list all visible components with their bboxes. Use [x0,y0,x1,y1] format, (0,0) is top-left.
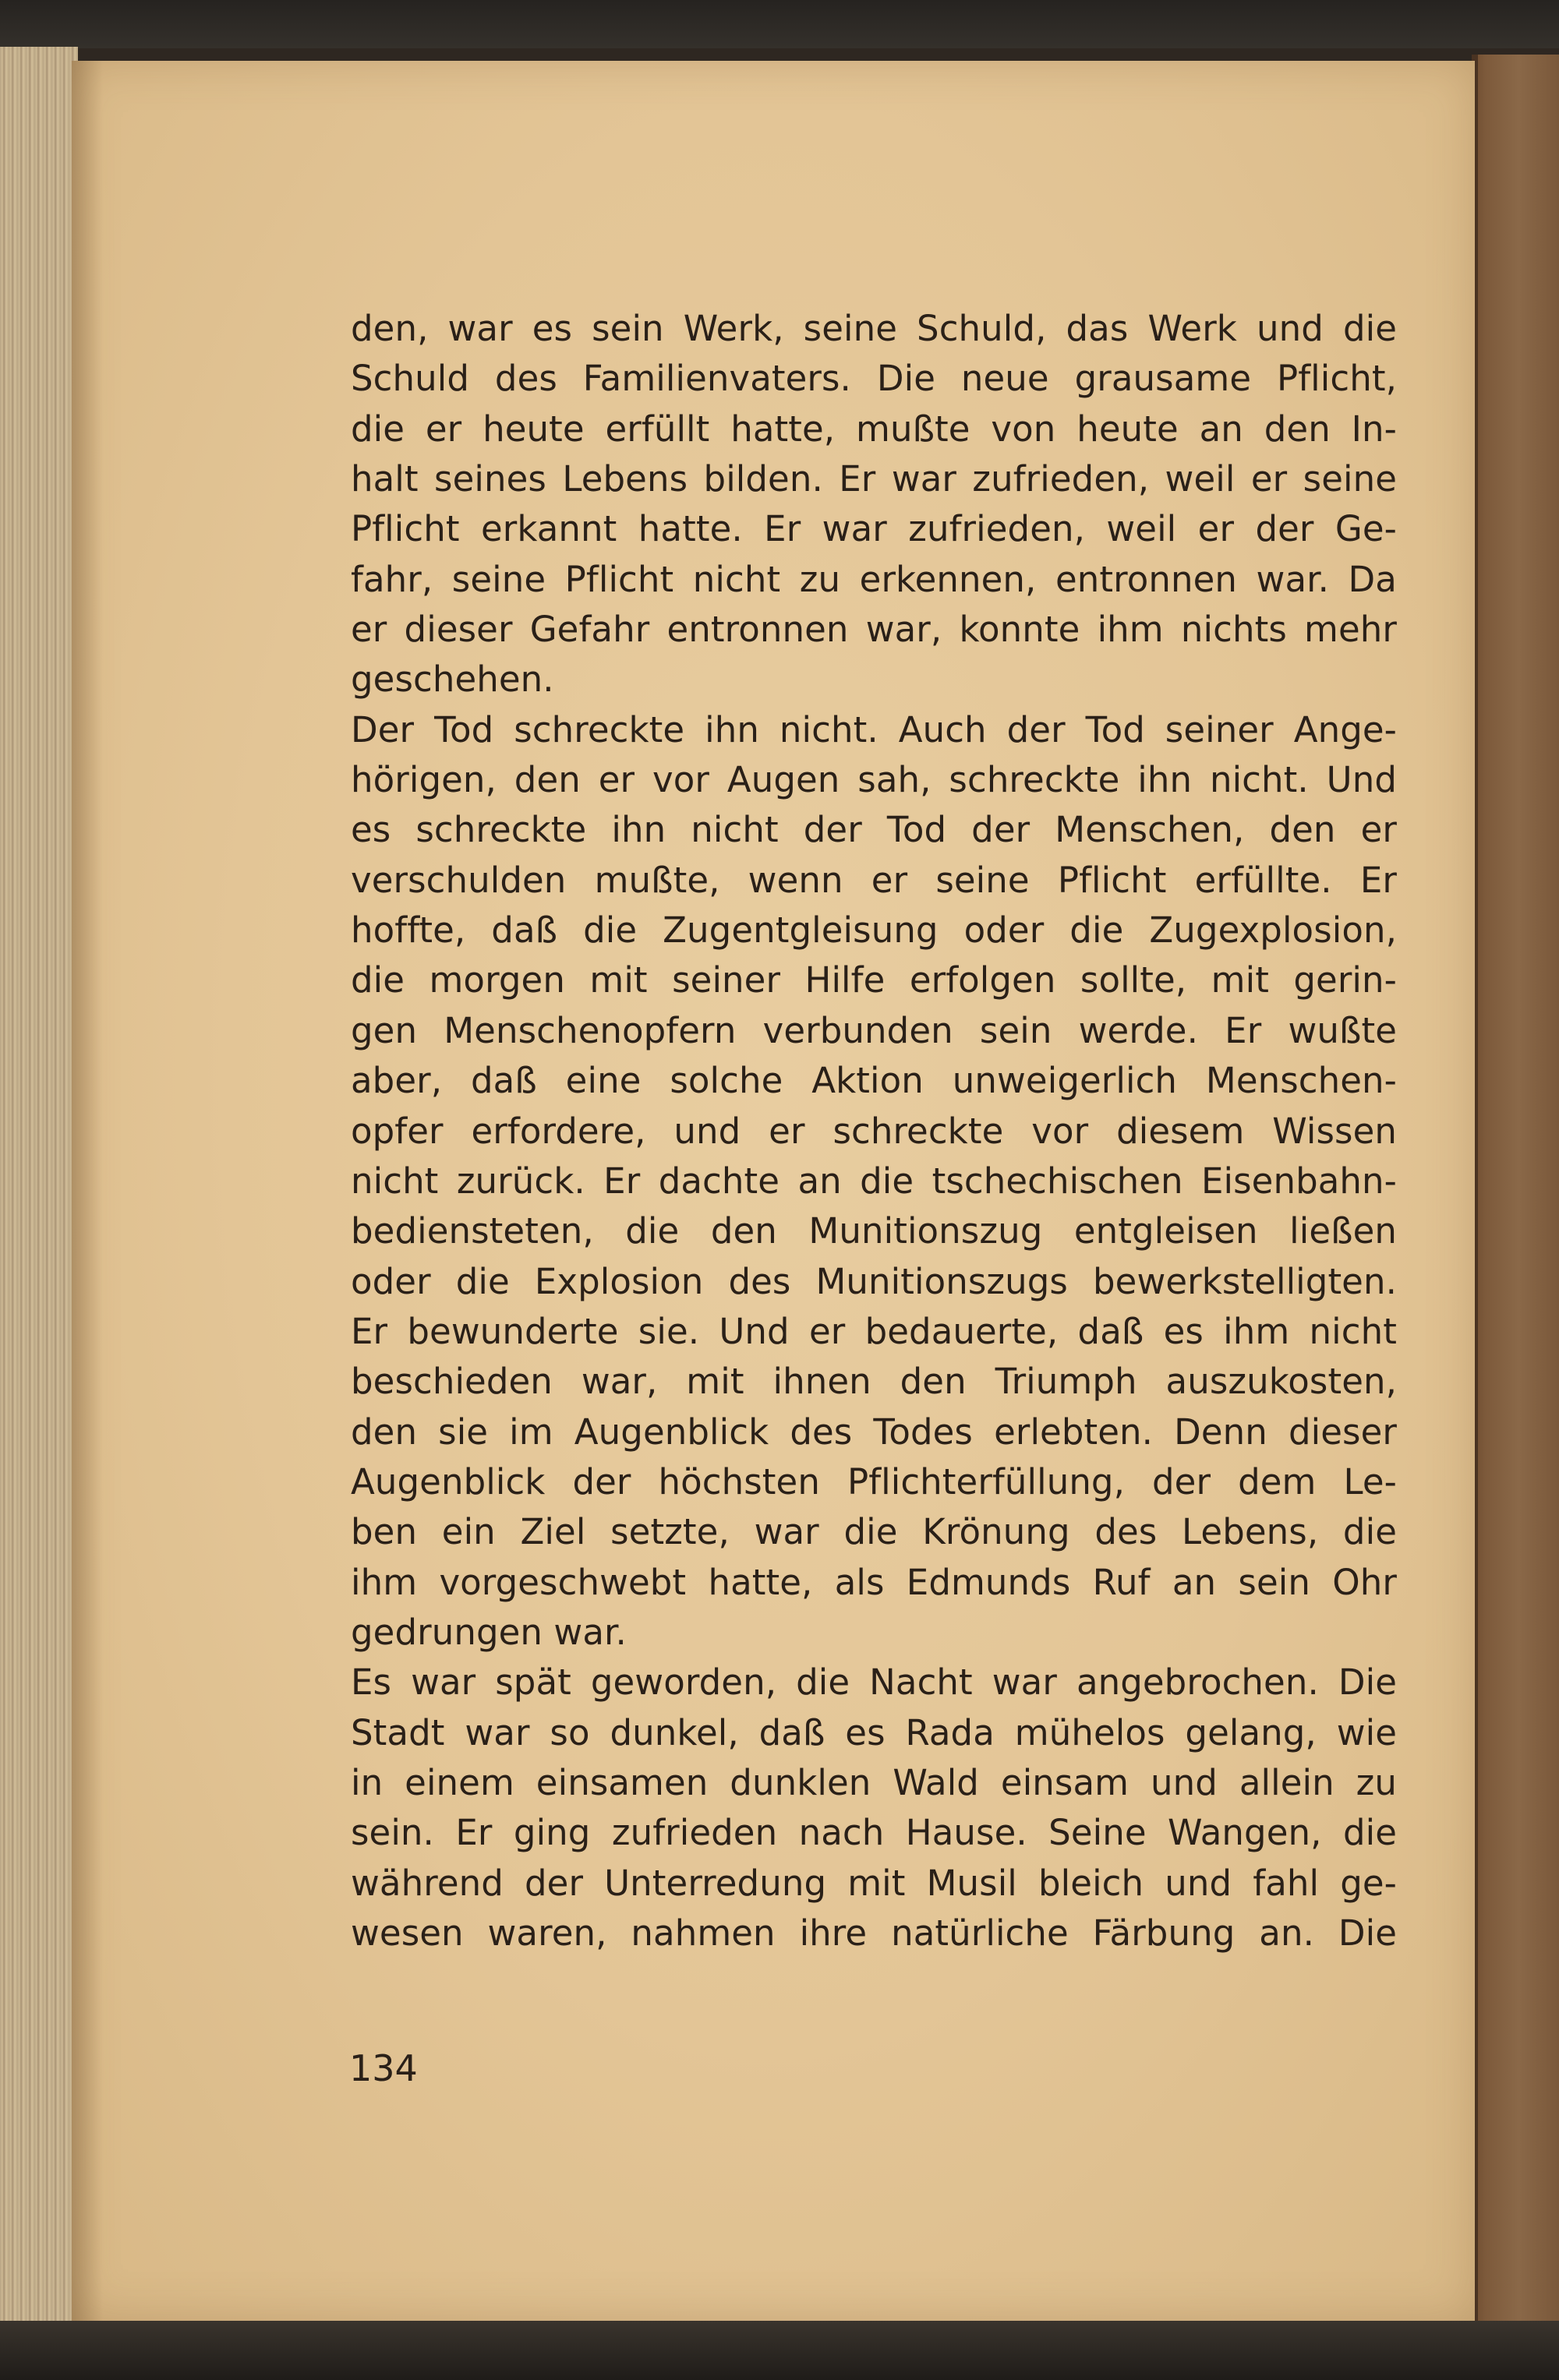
text-line: hörigen, den er vor Augen sah, schreckte ihn nicht. Und [351,759,1397,801]
text-line: den, war es sein Werk, seine Schuld, das Werk und die [351,308,1397,349]
text-line: er dieser Gefahr entronnen war, konnte ihm nichts mehr [351,609,1397,651]
text-line: hoffte, daß die Zugentgleisung oder die Zugexplosion, [351,909,1397,952]
text-line: verschulden mußte, wenn er seine Pflicht erfüllte. Er [351,859,1397,901]
text-line: opfer erfordere, und er schreckte vor diesem Wissen [351,1110,1397,1152]
gutter-shadow [72,61,103,2321]
text-line: ben ein Ziel setzte, war die Krönung des Lebens, die [351,1511,1397,1553]
text-line: Pflicht erkannt hatte. Er war zufrieden, weil er der Ge- [351,508,1397,550]
page-number: 134 [349,2047,418,2089]
text-line: geschehen. [351,659,554,701]
text-line: gedrungen war. [351,1611,627,1653]
scan-bottom-border [0,2321,1559,2380]
text-line: während der Unterredung mit Musil bleich und fahl ge- [351,1862,1397,1904]
text-line: oder die Explosion des Munitionszugs bewerkstelligten. [351,1260,1397,1302]
text-line: die morgen mit seiner Hilfe erfolgen sollte, mit gerin- [351,959,1397,1001]
text-line: wesen waren, nahmen ihre natürliche Färbung an. Die [351,1912,1397,1954]
book-page [72,61,1475,2321]
text-line: Der Tod schreckte ihn nicht. Auch der Tod seiner Ange- [351,708,1397,750]
text-line: aber, daß eine solche Aktion unweigerlich Menschen- [351,1060,1397,1102]
page-edge-stack [0,47,78,2330]
text-line: Stadt war so dunkel, daß es Rada mühelos gelang, wie [351,1711,1397,1753]
text-line: beschieden war, mit ihnen den Triumph auszukosten, [351,1361,1397,1403]
text-line: bediensteten, die den Munitionszug entgleisen ließen [351,1210,1397,1252]
text-line: ihm vorgeschwebt hatte, als Edmunds Ruf an sein Ohr [351,1561,1397,1603]
text-line: es schreckte ihn nicht der Tod der Menschen, den er [351,809,1397,851]
text-line: Schuld des Familienvaters. Die neue grausame Pflicht, [351,358,1397,400]
scan-top-border [0,0,1559,48]
text-line: in einem einsamen dunklen Wald einsam und allein zu [351,1761,1397,1803]
cover-board [1472,55,1559,2330]
text-line: den sie im Augenblick des Todes erlebten. Denn dieser [351,1411,1397,1453]
body-text [351,304,1397,1958]
text-line: Es war spät geworden, die Nacht war angebrochen. Die [351,1661,1397,1704]
text-line: gen Menschenopfern verbunden sein werde. Er wußte [351,1009,1397,1051]
text-line: die er heute erfüllt hatte, mußte von heute an den In- [351,408,1397,450]
text-line: nicht zurück. Er dachte an die tschechischen Eisenbahn- [351,1160,1397,1202]
text-line: Er bewunderte sie. Und er bedauerte, daß es ihm nicht [351,1310,1397,1352]
text-line: sein. Er ging zufrieden nach Hause. Seine Wangen, die [351,1812,1397,1854]
text-line: halt seines Lebens bilden. Er war zufrieden, weil er seine [351,458,1397,500]
text-line: fahr, seine Pflicht nicht zu erkennen, entronnen war. Da [351,558,1397,600]
text-line: Augenblick der höchsten Pflichterfüllung, der dem Le- [351,1460,1397,1503]
